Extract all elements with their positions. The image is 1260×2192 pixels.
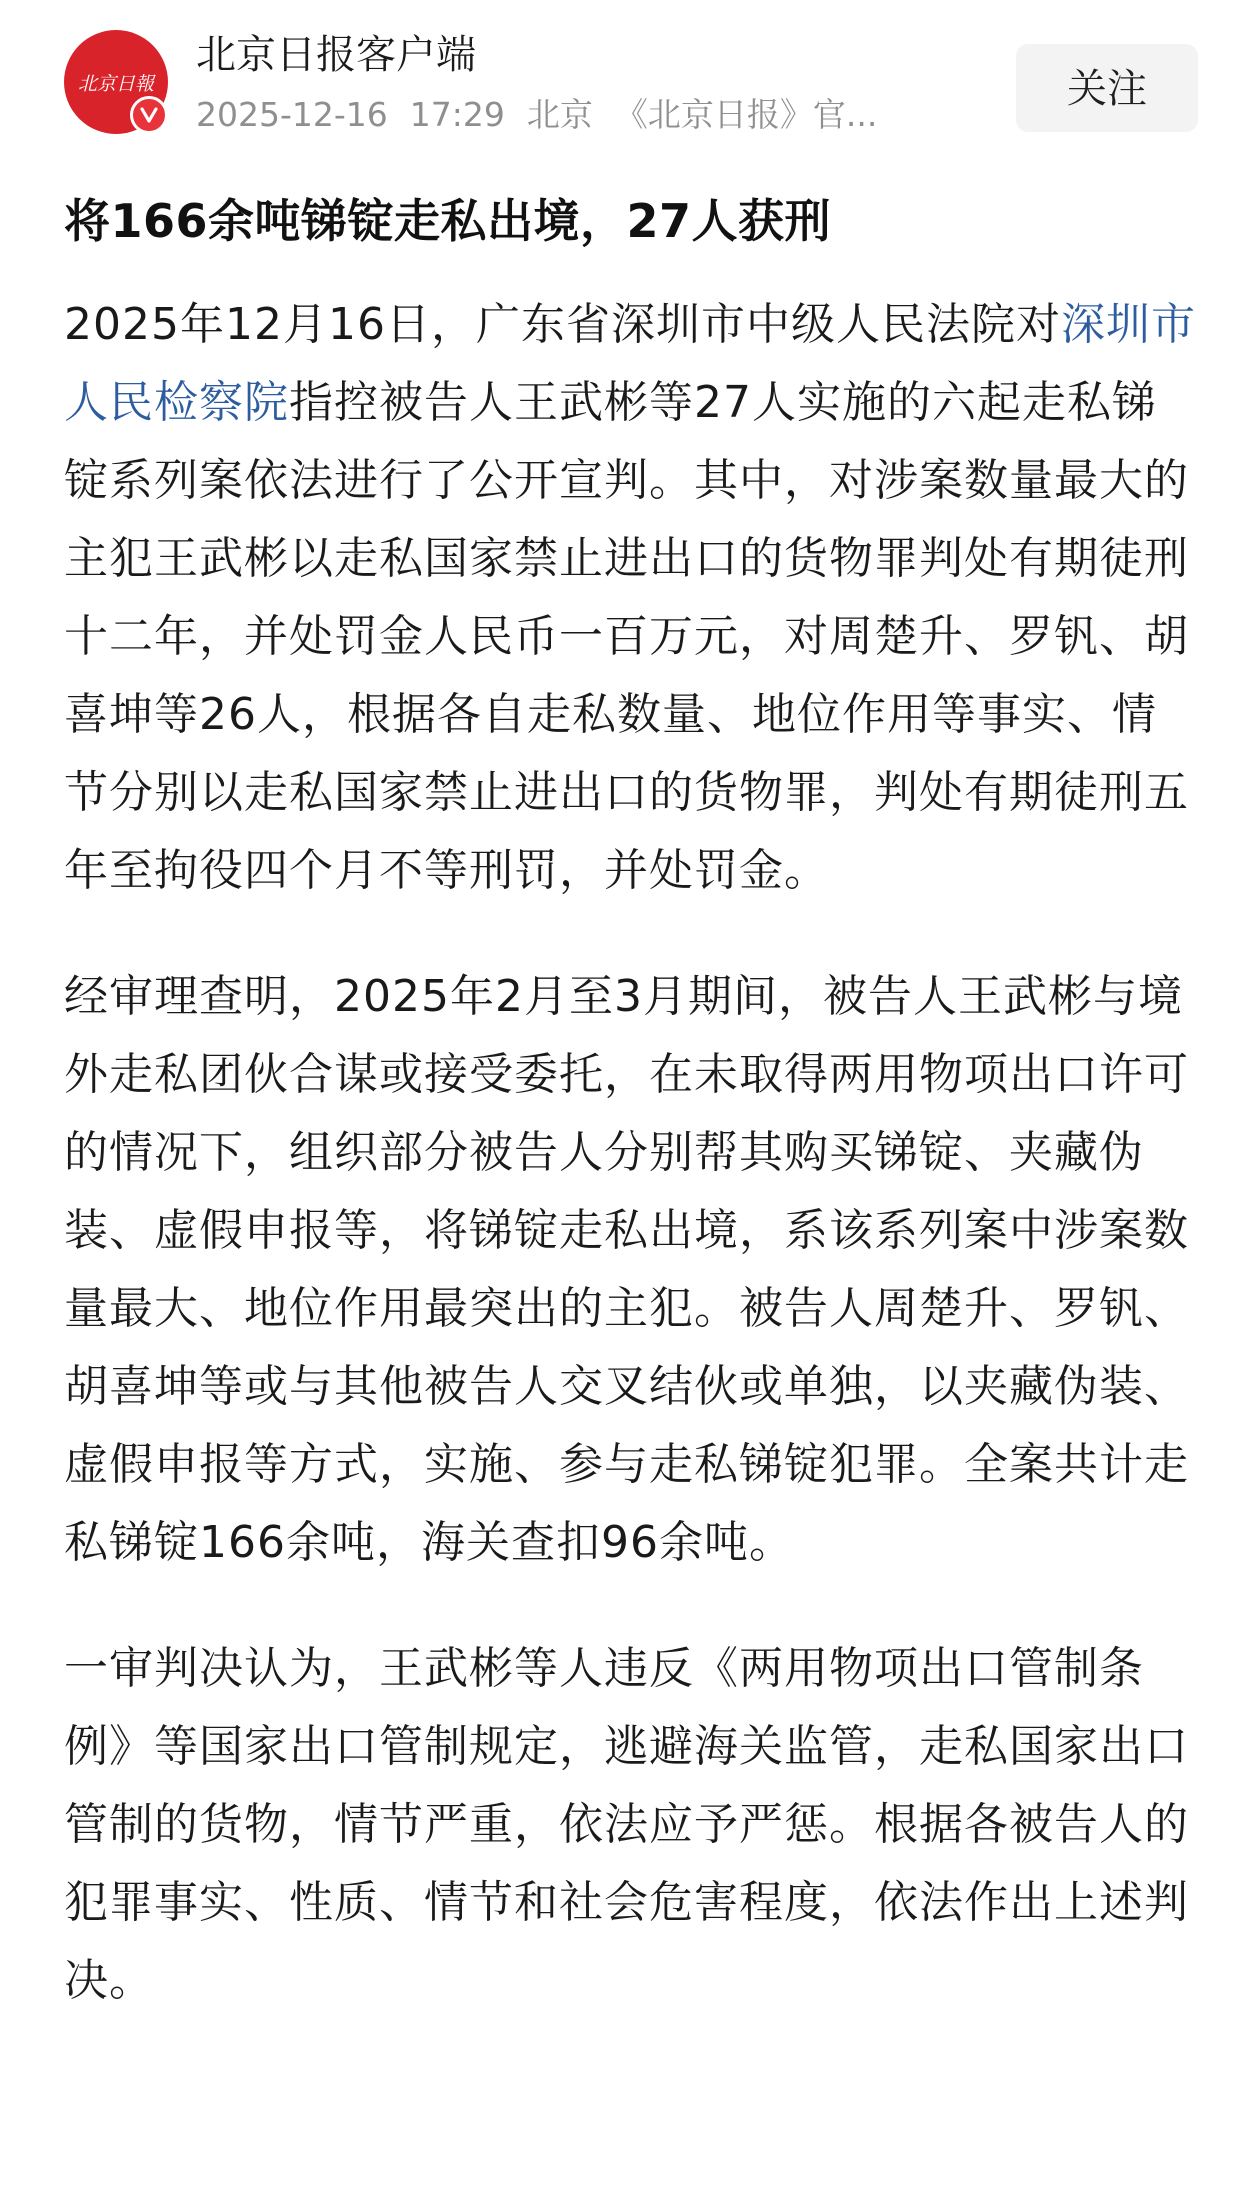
follow-button[interactable]: 关注 — [1016, 44, 1198, 132]
procuratorate-link[interactable]: 深圳市人民检察院 — [64, 299, 1196, 428]
verified-v-glyph — [138, 104, 160, 126]
article-body — [64, 190, 1200, 2020]
post-date: 2025-12-16 — [196, 95, 388, 134]
paragraph-1-text-start: 2025年12月16日，广东省深圳市中级人民法院对 — [64, 299, 1061, 350]
source-avatar[interactable] — [64, 30, 168, 134]
avatar-logo-text: 北京日報 — [77, 72, 154, 95]
source-description: 《北京日报》官... — [614, 95, 878, 134]
paragraph-1-text-end: 指控被告人王武彬等27人实施的六起走私锑锭系列案依法进行了公开宣判。其中，对涉案数量最大的主犯王武彬以走私国家禁止进出口的货物罪判处有期徒刑十二年，并处罚金人民币一百万元，对周楚升、罗钒、胡喜坤等26人，根据各自走私数量、地位作用等事实、情节分别以走私国家禁止进出口的货物罪，判处有期徒刑五年至拘役四个月不等刑罚，并处罚金。 — [64, 377, 1189, 896]
verified-v-icon — [130, 96, 168, 134]
source-name[interactable]: 北京日报客户端 — [196, 32, 476, 78]
article-paragraph-2: 经审理查明，2025年2月至3月期间，被告人王武彬与境外走私团伙合谋或接受委托，在未取得两用物项出口许可的情况下，组织部分被告人分别帮其购买锑锭、夹藏伪装、虚假申报等，将锑锭走私出境，系该系列案中涉案数量最大、地位作用最突出的主犯。被告人周楚升、罗钒、胡喜坤等或与其他被告人交叉结伙或单独，以夹藏伪装、虚假申报等方式，实施、参与走私锑锭犯罪。全案共计走私锑锭166余吨，海关查扣96余吨。 — [64, 971, 1189, 1568]
article-paragraph-1 — [64, 286, 1200, 910]
post-time: 17:29 — [409, 95, 505, 134]
post-location: 北京 — [526, 95, 593, 134]
article-title: 将166余吨锑锭走私出境，27人获刑 — [64, 194, 832, 248]
post-meta — [196, 92, 964, 138]
article-paragraph-3: 一审判决认为，王武彬等人违反《两用物项出口管制条例》等国家出口管制规定，逃避海关监管，走私国家出口管制的货物，情节严重，依法应予严惩。根据各被告人的犯罪事实、性质、情节和社会危害程度，依法作出上述判决。 — [64, 1643, 1189, 2006]
article-header — [0, 0, 1260, 170]
